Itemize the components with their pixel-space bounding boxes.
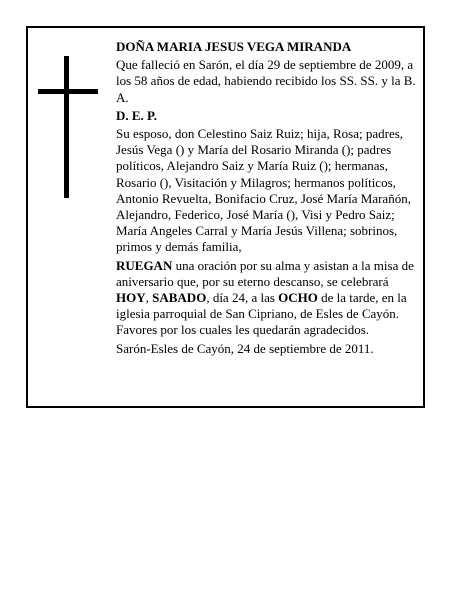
- rip-line: D. E. P.: [116, 107, 158, 123]
- obituary-notice: [26, 26, 425, 408]
- obituary-text: [116, 39, 422, 359]
- request-text-1: una oración por su alma y asistan a la misa de aniversario que, por su eterno descanso, se celebrará: [116, 257, 414, 289]
- ruegan-word: RUEGAN: [116, 257, 173, 273]
- family-list: Su esposo, don Celestino Saiz Ruiz; hija, Rosa; padres, Jesús Vega () y María del Rosario Miranda (); padres políticos, Alejandro Saiz y María Ruiz (); hermanas, Rosario (), Visitación y Milagros; hermanos políticos, Antonio Revuelta, Bonifacio Cruz, José María Marañón, Alejandro, Federico, José María (), Visi y Pedro Saiz; María Angeles Carral y María Jesús Villena; sobrinos, primos y demás familia,: [116, 126, 411, 255]
- mass-request: [116, 258, 422, 339]
- ocho-word: OCHO: [278, 290, 318, 306]
- cross-icon: [38, 56, 98, 198]
- hoy-word: HOY: [116, 290, 146, 306]
- request-sep: ,: [145, 290, 153, 306]
- sabado-word: SABADO: [152, 290, 207, 306]
- request-text-3: de la tarde, en la iglesia parroquial de San Cipriano, de Esles de Cayón. Favores por los cuales les quedarán agradecidos.: [116, 290, 407, 338]
- death-notice: Que falleció en Sarón, el día 29 de septiembre de 2009, a los 58 años de edad, habiendo recibido los SS. SS. y la B. A.: [116, 57, 416, 105]
- place-date: Sarón-Esles de Cayón, 24 de septiembre de 2011.: [116, 340, 374, 356]
- deceased-name: DOÑA MARIA JESUS VEGA MIRANDA: [116, 39, 352, 54]
- request-text-2: , día 24, a las: [206, 290, 279, 306]
